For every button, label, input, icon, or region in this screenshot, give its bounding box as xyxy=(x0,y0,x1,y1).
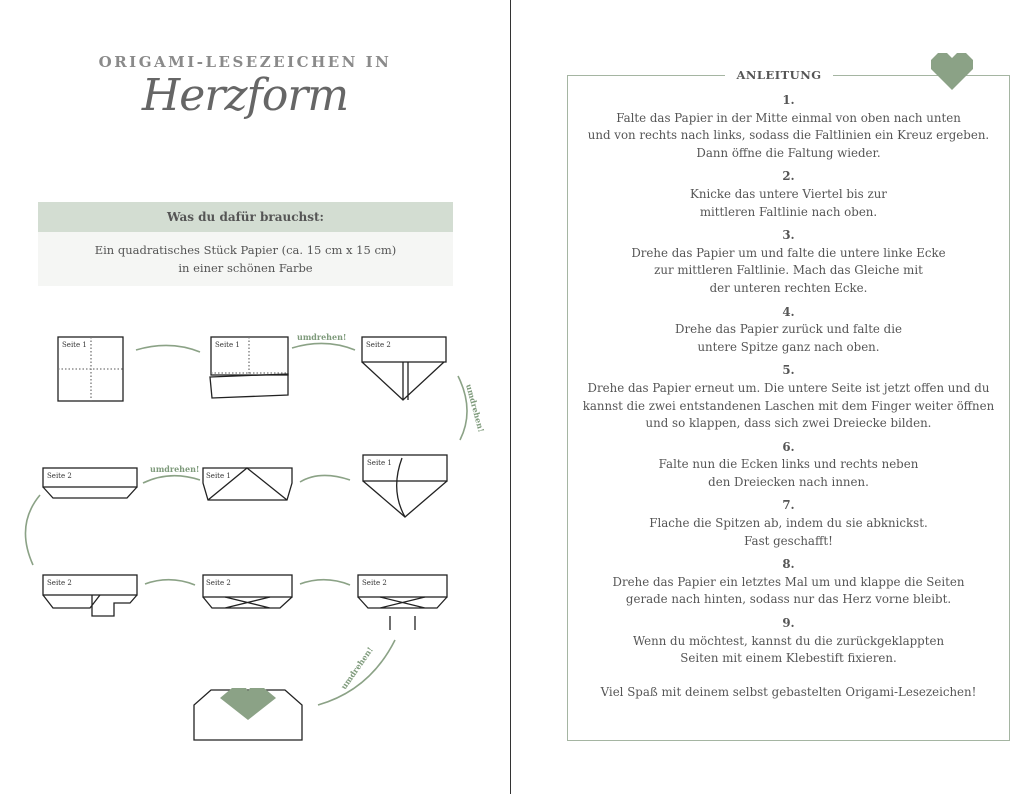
step-number: 5. xyxy=(782,363,795,378)
step-diagram-3 xyxy=(362,337,446,400)
instruction-step xyxy=(567,168,1010,221)
step-line: Drehe das Papier zurück und falte die xyxy=(675,322,902,337)
step-line: untere Spitze ganz nach oben. xyxy=(697,339,880,354)
instruction-step xyxy=(567,227,1010,297)
step-line: Knicke das untere Viertel bis zur xyxy=(690,186,887,201)
folding-diagram xyxy=(0,320,500,760)
step-line: Seiten mit einem Klebestift fixieren. xyxy=(680,651,897,666)
step-diagram-7 xyxy=(43,575,137,616)
step-diagram-1 xyxy=(58,337,123,401)
instruction-step xyxy=(567,92,1010,162)
svg-text:Seite 1: Seite 1 xyxy=(367,459,392,467)
step-number: 1. xyxy=(782,93,795,107)
instruction-steps xyxy=(567,92,1010,701)
step-line: gerade nach hinten, sodass nur das Herz vorne bleibt. xyxy=(625,592,952,607)
step-line: der unteren rechten Ecke. xyxy=(709,280,868,295)
flip-label: umdrehen! xyxy=(464,382,487,434)
step-diagram-4 xyxy=(363,455,447,517)
svg-text:Seite 1: Seite 1 xyxy=(206,472,231,480)
instruction-step xyxy=(567,304,1010,357)
svg-text:Seite 2: Seite 2 xyxy=(47,472,72,480)
step-diagram-5 xyxy=(203,468,292,500)
materials-heading: Was du dafür brauchst: xyxy=(38,202,453,232)
step-number: 3. xyxy=(782,228,795,243)
step-line: und von rechts nach links, sodass die Faltlinien ein Kreuz ergeben. xyxy=(587,128,990,143)
step-line: Drehe das Papier erneut um. Die untere Seite ist jetzt offen und du xyxy=(587,380,990,395)
materials-line: in einer schönen Farbe xyxy=(178,261,313,275)
materials-body xyxy=(38,232,453,286)
instruction-step xyxy=(567,439,1010,492)
step-number: 2. xyxy=(782,169,795,184)
svg-text:Seite 1: Seite 1 xyxy=(215,341,240,349)
step-line: mittleren Faltlinie nach oben. xyxy=(699,204,878,219)
heart-icon xyxy=(929,52,975,92)
step-line: kannst die zwei entstandenen Laschen mit dem Finger weiter öffnen xyxy=(582,398,995,413)
flip-label: umdrehen! xyxy=(150,464,200,474)
step-number: 4. xyxy=(782,304,795,319)
step-line: zur mittleren Faltlinie. Mach das Gleiche mit xyxy=(654,263,923,278)
step-number: 9. xyxy=(782,616,795,631)
step-line: Wenn du möchtest, kannst du die zurückgeklappten xyxy=(632,633,945,648)
step-diagram-6 xyxy=(43,468,137,498)
instruction-step xyxy=(567,362,1010,432)
step-line: und so klappen, dass sich zwei Dreiecke bilden. xyxy=(645,416,932,431)
instruction-step xyxy=(567,615,1010,668)
step-line: Drehe das Papier ein letztes Mal um und klappe die Seiten xyxy=(612,574,965,589)
instruction-step xyxy=(567,556,1010,609)
svg-text:Seite 2: Seite 2 xyxy=(362,579,387,587)
step-number: 8. xyxy=(782,557,795,572)
svg-text:Seite 2: Seite 2 xyxy=(47,579,72,587)
page-title: ORIGAMI-LESEZEICHEN IN xyxy=(98,53,392,71)
step-line: Dann öffne die Faltung wieder. xyxy=(696,145,881,160)
svg-text:Seite 1: Seite 1 xyxy=(62,341,87,349)
step-line: Falte das Papier in der Mitte einmal von oben nach unten xyxy=(616,110,961,125)
flip-label: umdrehen! xyxy=(297,332,347,342)
step-diagram-2 xyxy=(210,337,288,398)
instruction-step xyxy=(567,497,1010,550)
final-heart-bookmark xyxy=(194,688,302,740)
instructions-heading: ANLEITUNG xyxy=(725,68,833,82)
svg-text:Seite 2: Seite 2 xyxy=(366,341,391,349)
step-diagram-8 xyxy=(203,575,292,608)
svg-text:Seite 2: Seite 2 xyxy=(206,579,231,587)
step-diagram-9 xyxy=(358,575,447,630)
closing-text: Viel Spaß mit deinem selbst gebastelten Origami-Lesezeichen! xyxy=(600,684,977,699)
step-line: Falte nun die Ecken links und rechts neben xyxy=(658,457,919,472)
materials-line: Ein quadratisches Stück Papier (ca. 15 cm x 15 cm) xyxy=(94,243,397,257)
step-line: den Dreiecken nach innen. xyxy=(708,474,869,489)
page-divider xyxy=(510,0,511,794)
step-number: 6. xyxy=(782,439,795,454)
script-title: Herzform xyxy=(141,70,349,121)
step-number: 7. xyxy=(782,498,795,513)
step-line: Fast geschafft! xyxy=(744,533,833,548)
step-line: Drehe das Papier um und falte die untere linke Ecke xyxy=(631,245,946,260)
step-line: Flache die Spitzen ab, indem du sie abknickst. xyxy=(649,516,928,531)
flip-label: umdrehen! xyxy=(338,644,375,692)
